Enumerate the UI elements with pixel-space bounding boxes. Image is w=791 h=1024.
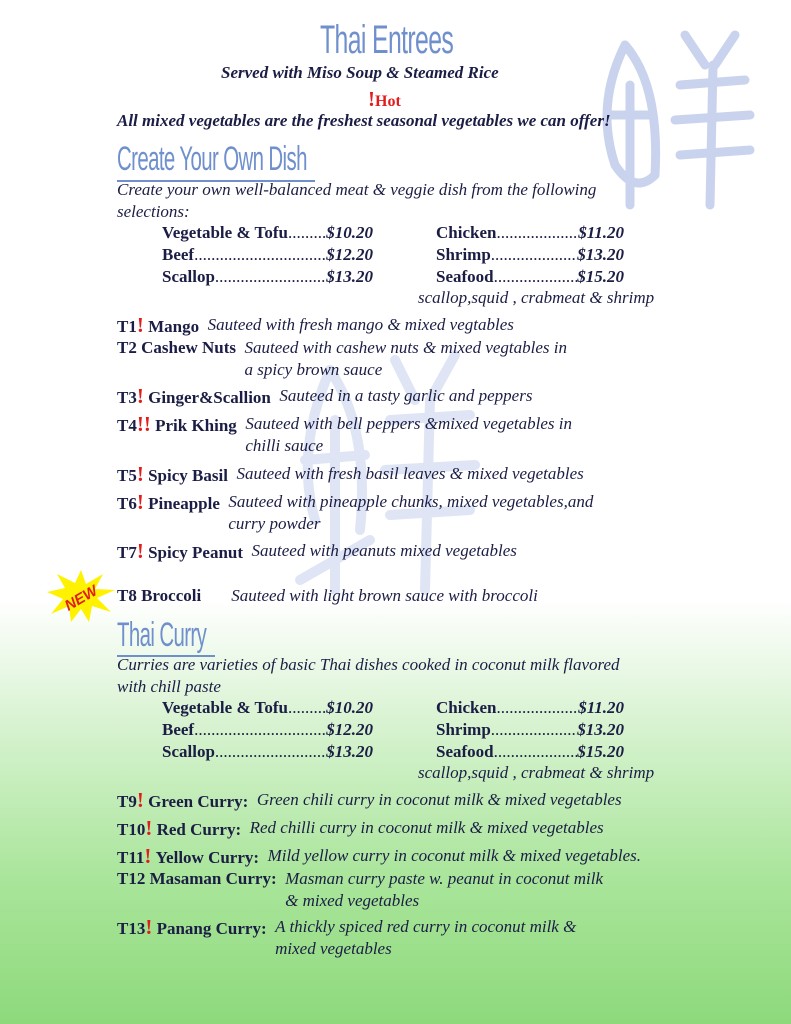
section-title-curry: Thai Curry xyxy=(117,616,207,654)
item-name: Panang Curry: xyxy=(156,919,267,938)
dot-leader xyxy=(496,697,578,719)
description-line: A thickly spiced red curry in coconut milk & xyxy=(275,917,577,936)
option-name: Chicken xyxy=(436,223,497,242)
option-name: Shrimp xyxy=(436,720,491,739)
option-name: Chicken xyxy=(436,698,497,717)
item-code: T5 xyxy=(117,466,137,485)
intro-line: Curries are varieties of basic Thai dishes cooked in coconut milk flavored xyxy=(117,655,620,674)
description-line: Mild yellow curry in coconut milk & mixed vegetables. xyxy=(267,846,641,865)
item-code: T13 xyxy=(117,919,146,938)
item-description xyxy=(257,789,622,811)
menu-item xyxy=(117,540,517,564)
option-price: $13.20 xyxy=(577,245,624,264)
description-line: Sauteed in a tasty garlic and peppers xyxy=(279,386,533,405)
menu-item xyxy=(117,491,593,535)
item-code: T2 xyxy=(117,338,137,357)
description-line: a spicy brown sauce xyxy=(244,360,383,379)
item-name: Yellow Curry: xyxy=(155,848,260,867)
option-name: Seafood xyxy=(436,742,494,761)
dot-leader xyxy=(215,266,326,288)
item-code: T10 xyxy=(117,820,146,839)
description-line: Sauteed with fresh basil leaves & mixed vegetables xyxy=(236,464,584,483)
menu-item xyxy=(117,789,622,813)
new-badge: NEW xyxy=(61,582,101,615)
option-name: Beef xyxy=(162,720,195,739)
option-price: $10.20 xyxy=(326,698,373,717)
dot-leader xyxy=(194,244,326,266)
description-line: Masman curry paste w. peanut in coconut milk xyxy=(285,869,604,888)
item-name: Green Curry: xyxy=(148,792,249,811)
item-name: Spicy Peanut xyxy=(148,543,244,562)
hot-icon: ! xyxy=(136,490,144,514)
hot-icon: ! xyxy=(136,313,144,337)
description-line: Sauteed with cashew nuts & mixed vegtables in xyxy=(244,338,567,357)
item-code: T4 xyxy=(117,416,137,435)
hot-icon: ! xyxy=(144,844,152,868)
item-name: Masaman Curry: xyxy=(149,869,277,888)
dot-leader xyxy=(288,222,326,244)
item-name: Mango xyxy=(148,317,200,336)
option-price: $10.20 xyxy=(326,223,373,242)
option-price: $12.20 xyxy=(326,720,373,739)
description-line: chilli sauce xyxy=(245,436,324,455)
price-row xyxy=(162,719,373,741)
price-row xyxy=(162,222,373,244)
hot-icon: ! xyxy=(145,915,153,939)
option-price: $13.20 xyxy=(326,267,373,286)
item-description xyxy=(252,540,517,562)
menu-item xyxy=(117,337,567,381)
menu-item xyxy=(117,413,572,457)
option-price: $13.20 xyxy=(577,720,624,739)
item-description xyxy=(208,314,514,336)
item-code: T11 xyxy=(117,848,145,867)
option-name: Scallop xyxy=(162,267,215,286)
description-line: Sauteed with peanuts mixed vegetables xyxy=(251,541,517,560)
hot-icon: ! xyxy=(136,384,144,408)
hot-icon: ! xyxy=(136,539,144,563)
item-name: Prik Khing xyxy=(155,416,237,435)
item-description xyxy=(245,337,567,381)
option-name: Scallop xyxy=(162,742,215,761)
item-description xyxy=(228,491,593,535)
dot-leader xyxy=(496,222,578,244)
option-name: Seafood xyxy=(436,267,494,286)
description-line: Sauteed with bell peppers &mixed vegetables in xyxy=(245,414,573,433)
dot-leader xyxy=(494,266,578,288)
price-row xyxy=(436,222,624,244)
price-row xyxy=(436,266,624,288)
hot-icon: ! xyxy=(136,462,144,486)
section-title-create-dish: Create Your Own Dish xyxy=(117,140,307,178)
hot-icon: !! xyxy=(136,412,151,436)
menu-item xyxy=(117,868,603,912)
item-code: T6 xyxy=(117,494,137,513)
item-description xyxy=(236,463,583,485)
new-badge-starburst-icon xyxy=(45,568,117,624)
item-description xyxy=(275,916,576,960)
vegetables-note: All mixed vegetables are the freshest seasonal vegetables we can offer! xyxy=(117,111,611,130)
option-price: $11.20 xyxy=(578,223,624,242)
item-description xyxy=(250,817,604,839)
item-code: T9 xyxy=(117,792,137,811)
hot-icon: ! xyxy=(145,816,153,840)
price-row xyxy=(162,741,373,763)
item-name: Broccoli xyxy=(141,586,202,605)
dot-leader xyxy=(288,697,326,719)
description-line: Red chilli curry in coconut milk & mixed vegetables xyxy=(249,818,604,837)
option-price: $15.20 xyxy=(577,267,624,286)
hot-icon: ! xyxy=(136,788,144,812)
hot-icon: ! xyxy=(368,87,375,111)
item-code: T12 xyxy=(117,869,146,888)
description-line: Sauteed with light brown sauce with broccoli xyxy=(231,586,538,605)
seafood-note: scallop,squid , crabmeat & shrimp xyxy=(418,288,655,307)
dot-leader xyxy=(491,719,577,741)
menu-item xyxy=(117,385,532,409)
curry-intro xyxy=(117,654,620,698)
hot-legend xyxy=(368,87,401,112)
item-code: T7 xyxy=(117,543,137,562)
item-description xyxy=(279,385,532,407)
dot-leader xyxy=(491,244,577,266)
item-name: Spicy Basil xyxy=(148,466,228,485)
price-row xyxy=(436,244,624,266)
menu-item xyxy=(117,916,576,960)
price-row xyxy=(436,741,624,763)
description-line: Green chili curry in coconut milk & mixed vegetables xyxy=(256,790,622,809)
option-price: $13.20 xyxy=(326,742,373,761)
option-name: Shrimp xyxy=(436,245,491,264)
item-name: Red Curry: xyxy=(156,820,242,839)
menu-item xyxy=(117,585,538,607)
item-code: T3 xyxy=(117,388,137,407)
dot-leader xyxy=(494,741,578,763)
description-line: curry powder xyxy=(228,514,321,533)
item-description xyxy=(245,413,572,457)
seafood-note: scallop,squid , crabmeat & shrimp xyxy=(418,763,655,782)
description-line: & mixed vegetables xyxy=(285,891,420,910)
subtitle: Served with Miso Soup & Steamed Rice xyxy=(221,63,499,82)
price-row xyxy=(162,266,373,288)
price-row xyxy=(162,244,373,266)
item-description xyxy=(231,585,538,607)
option-price: $15.20 xyxy=(577,742,624,761)
item-description xyxy=(268,845,641,867)
item-code: T1 xyxy=(117,317,137,336)
menu-item xyxy=(117,845,641,869)
item-name: Cashew Nuts xyxy=(141,338,237,357)
menu-item xyxy=(117,817,604,841)
dot-leader xyxy=(215,741,326,763)
description-line: mixed vegetables xyxy=(275,939,392,958)
item-name: Ginger&Scallion xyxy=(148,388,271,407)
hot-label: Hot xyxy=(375,93,401,110)
price-row xyxy=(436,697,624,719)
description-line: Sauteed with fresh mango & mixed vegtables xyxy=(207,315,514,334)
page-title: Thai Entrees xyxy=(320,18,454,62)
intro-line: selections: xyxy=(117,202,190,221)
price-row xyxy=(436,719,624,741)
intro-line: Create your own well-balanced meat & veggie dish from the following xyxy=(117,180,597,199)
option-name: Vegetable & Tofu xyxy=(162,698,288,717)
description-line: Sauteed with pineapple chunks, mixed vegetables,and xyxy=(228,492,594,511)
dot-leader xyxy=(194,719,326,741)
option-price: $11.20 xyxy=(578,698,624,717)
menu-item xyxy=(117,463,584,487)
item-description xyxy=(285,868,603,912)
intro-line: with chill paste xyxy=(117,677,221,696)
option-name: Beef xyxy=(162,245,195,264)
menu-item xyxy=(117,314,514,338)
create-dish-intro xyxy=(117,179,596,223)
price-row xyxy=(162,697,373,719)
item-code: T8 xyxy=(117,586,137,605)
option-name: Vegetable & Tofu xyxy=(162,223,288,242)
item-name: Pineapple xyxy=(148,494,220,513)
option-price: $12.20 xyxy=(326,245,373,264)
